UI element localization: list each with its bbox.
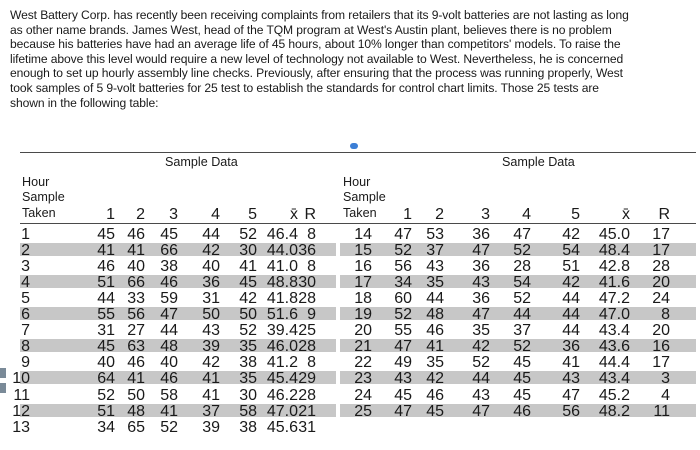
table-cell: 36 [562, 338, 580, 356]
table-cell: 46 [127, 354, 145, 372]
table-cell: 30 [298, 274, 316, 292]
table-cell: 44 [562, 306, 580, 324]
table-cell: 43 [202, 322, 220, 340]
table-cell: 45.2 [598, 386, 630, 404]
table-cell: 45.0 [598, 226, 630, 243]
table-cell: 47.0 [266, 402, 298, 420]
table-cell: 52 [513, 290, 531, 308]
table-cell: 41.8 [266, 290, 298, 308]
table-cell: 39.4 [266, 322, 298, 340]
hour-cell: 13 [12, 418, 30, 436]
table-cell: 43 [426, 258, 444, 276]
table-cell: 16 [652, 338, 670, 356]
table-cell: 54 [562, 242, 580, 260]
table-cell: 56 [394, 258, 412, 276]
table-cell: 8 [661, 306, 670, 324]
table-cell: 52 [394, 306, 412, 324]
table-cell: 35 [426, 354, 444, 372]
table-cell: 46.4 [266, 226, 298, 243]
paragraph-line: as other name brands. James West, head of the TQM program at West's Austin plant, believes there is no problem [10, 22, 612, 37]
table-cell: 43 [562, 370, 580, 388]
table-cell: 45 [513, 370, 531, 388]
table-cell: 56 [127, 306, 145, 324]
table-cell: 11 [653, 402, 670, 420]
table-cell: 38 [160, 258, 178, 276]
table-cell: 43 [472, 274, 490, 292]
hour-cell: 24 [354, 386, 372, 404]
table-cell: 41 [160, 402, 178, 420]
table-cell: 54 [513, 274, 531, 292]
table-cell: 46 [513, 402, 531, 420]
hour-cell: 8 [21, 338, 30, 356]
table-cell: 8 [307, 354, 316, 372]
table-cell: 30 [239, 242, 257, 260]
hour-cell: 16 [354, 258, 372, 276]
table-cell: 27 [127, 322, 145, 340]
table-cell: 39 [202, 418, 220, 436]
table-cell: 44 [426, 290, 444, 308]
paragraph-line: took samples of 5 9-volt batteries for 25 test to establish the standards for control chart limits. Those 25 tests are [10, 80, 599, 95]
table-cell: 44.0 [266, 242, 298, 260]
hour-cell: 20 [354, 322, 372, 340]
table-cell: 66 [127, 274, 145, 292]
table-cell: 48.2 [598, 402, 630, 420]
pencil-icon[interactable] [350, 143, 358, 149]
table-cell: 47.2 [598, 290, 630, 308]
table-cell: 44 [202, 226, 220, 243]
table-cell: 58 [239, 402, 257, 420]
table-cell: 38 [239, 418, 257, 436]
table-cell: 52 [160, 418, 178, 436]
table-cell: 52 [239, 226, 257, 243]
hour-cell: 15 [354, 242, 372, 260]
taken-label: Taken [22, 206, 56, 220]
table-cell: 42 [239, 290, 257, 308]
table-cell: 42 [472, 338, 490, 356]
table-cell: 52 [239, 322, 257, 340]
column-header: 4 [211, 206, 220, 223]
table-cell: 52 [472, 354, 490, 372]
table-cell: 17 [652, 354, 670, 372]
table-cell: 45 [97, 226, 115, 243]
table-cell: 41 [127, 242, 145, 260]
taken-label: Taken [343, 206, 377, 220]
table-cell: 41 [97, 242, 115, 260]
table-cell: 34 [394, 274, 412, 292]
hour-cell: 5 [21, 290, 30, 308]
table-cell: 51 [562, 258, 580, 276]
table-cell: 39 [202, 338, 220, 356]
table-cell: 47 [472, 306, 490, 324]
table-cell: 8 [307, 258, 316, 276]
table-cell: 47 [394, 338, 412, 356]
table-cell: 44.4 [598, 354, 630, 372]
table-cell: 41 [239, 258, 257, 276]
table-cell: 30 [239, 386, 257, 404]
sample-label: Sample [22, 190, 65, 204]
table-cell: 50 [202, 306, 220, 324]
table-cell: 46 [97, 258, 115, 276]
table-cell: 36 [472, 290, 490, 308]
table-cell: 58 [160, 386, 178, 404]
table-cell: 40 [97, 354, 115, 372]
table-cell: 42 [426, 370, 444, 388]
hour-cell: 11 [13, 386, 30, 404]
table-cell: 49 [394, 354, 412, 372]
table-cell: 42 [562, 226, 580, 243]
table-cell: 44 [562, 322, 580, 340]
table-cell: 53 [426, 226, 444, 243]
table-cell: 31 [202, 290, 220, 308]
table-cell: 47 [394, 226, 412, 243]
table-cell: 28 [652, 258, 670, 276]
table-top-rule [20, 152, 696, 153]
hour-cell: 1 [21, 226, 30, 243]
table-cell: 37 [426, 242, 444, 260]
hour-cell: 25 [354, 402, 372, 420]
table-cell: 40 [160, 354, 178, 372]
table-cell: 63 [127, 338, 145, 356]
table-cell: 44 [472, 370, 490, 388]
table-cell: 3 [661, 370, 670, 388]
table-cell: 41 [127, 370, 145, 388]
column-header: R [658, 206, 670, 223]
table-cell: 46 [160, 274, 178, 292]
table-cell: 47 [394, 402, 412, 420]
table-cell: 46 [426, 322, 444, 340]
table-cell: 45 [426, 402, 444, 420]
column-header: 3 [169, 206, 178, 223]
table-cell: 17 [652, 242, 670, 260]
hour-cell: 21 [354, 338, 372, 356]
table-cell: 35 [426, 274, 444, 292]
table-cell: 51.6 [266, 306, 298, 324]
table-cell: 45 [513, 354, 531, 372]
table-cell: 36 [472, 226, 490, 243]
column-header: 2 [136, 206, 145, 223]
table-cell: 51 [97, 274, 115, 292]
table-cell: 47.0 [598, 306, 630, 324]
table-cell: 45 [394, 386, 412, 404]
table-cell: 28 [298, 290, 316, 308]
column-header: 1 [403, 206, 412, 223]
paragraph-line: lifetime above this level would require a new level of technology not available to West. Nevertheless, he is concerned [10, 51, 624, 66]
table-cell: 42 [202, 242, 220, 260]
table-cell: 41.0 [266, 258, 298, 276]
table-cell: 28 [298, 386, 316, 404]
table-cell: 28 [513, 258, 531, 276]
column-header: 3 [481, 206, 490, 223]
table-cell: 4 [661, 386, 670, 404]
table-cell: 35 [239, 338, 257, 356]
table-cell: 36 [298, 242, 316, 260]
table-cell: 43.6 [598, 338, 630, 356]
table-cell: 37 [513, 322, 531, 340]
table-cell: 44 [97, 290, 115, 308]
table-cell: 45 [239, 274, 257, 292]
hour-cell: 17 [354, 274, 372, 292]
table-cell: 41 [426, 338, 444, 356]
table-cell: 52 [394, 242, 412, 260]
hour-cell: 2 [21, 242, 30, 260]
paragraph-line: West Battery Corp. has recently been receiving complaints from retailers that its 9-volt batteries are not lasting as long [10, 8, 629, 22]
table-cell: 48.4 [598, 242, 630, 260]
table-cell: 35 [472, 322, 490, 340]
hour-cell: 18 [354, 290, 372, 308]
table-cell: 41.2 [266, 354, 298, 372]
table-cell: 43.4 [598, 370, 630, 388]
table-cell: 52 [513, 242, 531, 260]
table-cell: 28 [298, 338, 316, 356]
table-cell: 64 [97, 370, 115, 388]
table-cell: 42 [202, 354, 220, 372]
table-cell: 42 [562, 274, 580, 292]
table-cell: 44 [562, 290, 580, 308]
paragraph-line: because his batteries have had an average life of 45 hours, about 10% longer than competitors' models. To raise the [10, 37, 621, 52]
table-cell: 56 [562, 402, 580, 420]
table-cell: 45 [160, 226, 178, 243]
hour-cell: 19 [354, 306, 372, 324]
table-cell: 33 [127, 290, 145, 308]
hour-cell: 4 [21, 274, 30, 292]
table-cell: 17 [652, 226, 670, 243]
table-cell: 45.4 [266, 370, 298, 388]
hour-cell: 9 [21, 354, 30, 372]
table-cell: 51 [97, 402, 115, 420]
table-cell: 29 [298, 370, 316, 388]
table-cell: 31 [298, 418, 316, 436]
table-cell: 8 [307, 226, 316, 243]
table-cell: 41 [202, 386, 220, 404]
column-header: x̄ [622, 206, 630, 223]
table-cell: 46 [426, 386, 444, 404]
paragraph-line: shown in the following table: [10, 95, 159, 110]
paragraph-line: enough to set up hourly assembly line checks. Previously, after ensuring that the process was running properly, West [10, 66, 623, 81]
table-cell: 44 [513, 306, 531, 324]
table-cell: 9 [307, 306, 316, 324]
table-cell: 35 [239, 370, 257, 388]
table-cell: 42.8 [598, 258, 630, 276]
column-header: 2 [435, 206, 444, 223]
table-cell: 43 [394, 370, 412, 388]
hour-cell: 7 [21, 322, 30, 340]
table-cell: 25 [298, 322, 316, 340]
table-cell: 46.0 [266, 338, 298, 356]
table-cell: 46.2 [266, 386, 298, 404]
table-cell: 48 [160, 338, 178, 356]
table-cell: 46 [160, 370, 178, 388]
right-sample-data-title: Sample Data [502, 155, 575, 169]
column-header: R [304, 206, 316, 223]
hour-cell: 10 [12, 370, 30, 388]
table-cell: 47 [160, 306, 178, 324]
table-cell: 40 [127, 258, 145, 276]
table-cell: 36 [472, 258, 490, 276]
table-cell: 41 [202, 370, 220, 388]
table-cell: 21 [298, 402, 316, 420]
table-cell: 44 [160, 322, 178, 340]
table-cell: 59 [160, 290, 178, 308]
table-cell: 48 [426, 306, 444, 324]
table-cell: 20 [652, 274, 670, 292]
table-cell: 50 [239, 306, 257, 324]
table-cell: 65 [127, 418, 145, 436]
hour-label: Hour [22, 175, 50, 189]
table-cell: 36 [202, 274, 220, 292]
problem-paragraph [10, 8, 694, 110]
table-cell: 52 [513, 338, 531, 356]
table-cell: 55 [97, 306, 115, 324]
sample-label: Sample [343, 190, 386, 204]
table-cell: 34 [97, 418, 115, 436]
column-header: 5 [248, 206, 257, 223]
table-cell: 45 [513, 386, 531, 404]
table-cell: 37 [202, 402, 220, 420]
column-header: 5 [571, 206, 580, 223]
table-cell: 50 [127, 386, 145, 404]
hour-cell: 12 [12, 402, 30, 420]
table-cell: 48 [127, 402, 145, 420]
table-cell: 24 [652, 290, 670, 308]
table-cell: 45 [97, 338, 115, 356]
hour-cell: 3 [21, 258, 30, 276]
table-cell: 66 [160, 242, 178, 260]
table-cell: 43 [472, 386, 490, 404]
table-cell: 41 [562, 354, 580, 372]
column-header: x̄ [290, 206, 298, 223]
hour-cell: 14 [354, 226, 372, 243]
table-cell: 45.6 [266, 418, 298, 436]
table-cell: 40 [202, 258, 220, 276]
table-cell: 47 [513, 226, 531, 243]
table-cell: 52 [97, 386, 115, 404]
left-sample-data-title: Sample Data [165, 155, 238, 169]
table-cell: 38 [239, 354, 257, 372]
table-cell: 20 [652, 322, 670, 340]
hour-cell: 22 [354, 354, 372, 372]
column-header: 4 [522, 206, 531, 223]
table-cell: 43.4 [598, 322, 630, 340]
table-cell: 47 [562, 386, 580, 404]
table-cell: 46 [127, 226, 145, 243]
table-cell: 31 [97, 322, 115, 340]
table-cell: 47 [472, 242, 490, 260]
table-cell: 48.8 [266, 274, 298, 292]
table-cell: 41.6 [598, 274, 630, 292]
hour-cell: 6 [21, 306, 30, 324]
table-cell: 60 [394, 290, 412, 308]
column-header: 1 [106, 206, 115, 223]
table-cell: 47 [472, 402, 490, 420]
hour-cell: 23 [354, 370, 372, 388]
table-cell: 55 [394, 322, 412, 340]
hour-label: Hour [343, 175, 371, 189]
